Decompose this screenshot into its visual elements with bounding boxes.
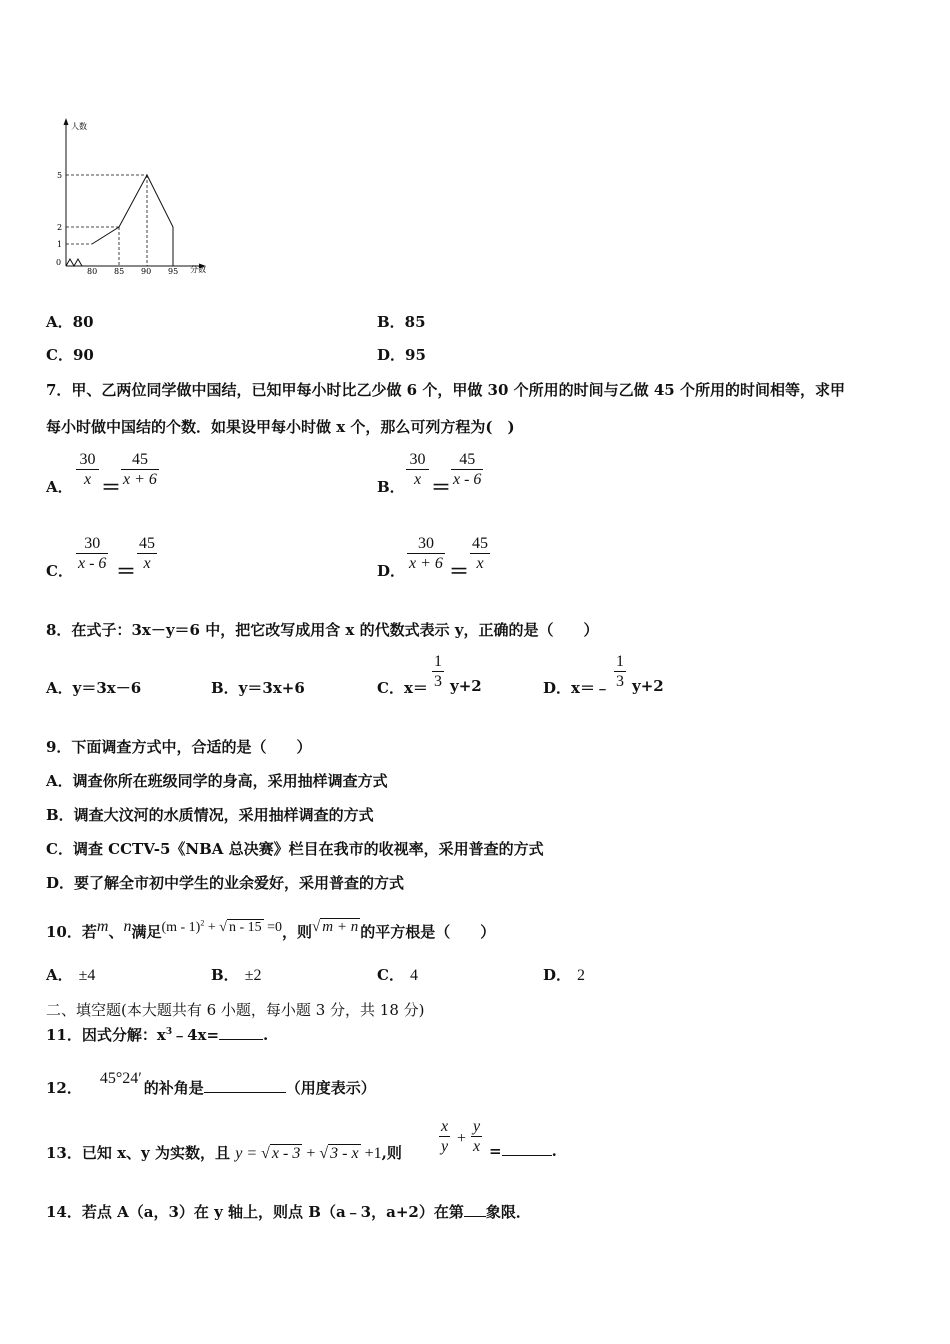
q8-option-c-suffix: y+2 bbox=[450, 677, 482, 695]
data-line bbox=[92, 175, 173, 266]
q10-option-a: A． ±4 bbox=[46, 966, 96, 984]
y-tick-5: 5 bbox=[57, 171, 63, 180]
y-tick-2: 2 bbox=[57, 223, 63, 232]
q13-plus: + bbox=[457, 1130, 467, 1147]
q13-frac-x-over-y: $\frac{x}{y}$ bbox=[441, 1118, 449, 1155]
x-tick-95: 95 bbox=[168, 267, 179, 276]
guide-lines bbox=[66, 175, 173, 266]
x-tick-80: 80 bbox=[87, 267, 98, 276]
q7-option-c-label: C． bbox=[46, 562, 73, 580]
y-axis-arrow bbox=[64, 118, 69, 125]
q10-option-b: B． ±2 bbox=[211, 966, 262, 984]
q6-option-a: A．80 bbox=[46, 313, 94, 331]
q8-option-c-prefix: C．x＝ bbox=[377, 679, 428, 697]
q7-c-equals: ＝ bbox=[116, 561, 136, 583]
q8-option-d-prefix: D．x＝﹣ bbox=[543, 679, 610, 697]
q8-d-fraction: $\frac{1}{3}$ bbox=[616, 653, 624, 690]
q7-stem-line1: 7．甲、乙两位同学做中国结，已知甲每小时比乙少做 6 个，甲做 30 个所用的时间与乙做 45 个所用的时间相等，求甲 bbox=[46, 381, 845, 399]
q8-c-fraction: $\frac{1}{3}$ bbox=[434, 653, 442, 690]
q9-option-d: D．要了解全市初中学生的业余爱好，采用普查的方式 bbox=[46, 874, 405, 892]
x-tick-85: 85 bbox=[114, 267, 125, 276]
x-tick-90: 90 bbox=[141, 267, 152, 276]
q12-stem: 12．45°24′的补角是 （用度表示） bbox=[46, 1070, 376, 1097]
q7-a-frac1: $\frac{30}{x}$ bbox=[76, 451, 99, 489]
q9-stem: 9．下面调查方式中，合适的是（ ） bbox=[46, 738, 312, 756]
q7-b-equals: ＝ bbox=[431, 477, 451, 499]
frequency-line-chart bbox=[50, 116, 220, 278]
q7-c-frac1: $\frac{30}{x - 6}$ bbox=[78, 535, 107, 572]
q10-option-d: D． 2 bbox=[543, 966, 586, 984]
y-tick-1: 1 bbox=[57, 240, 63, 249]
q7-a-equals: ＝ bbox=[101, 477, 121, 499]
q7-c-frac2: $\frac{45}{x}$ bbox=[139, 535, 155, 572]
q8-option-a: A．y＝3x－6 bbox=[46, 679, 142, 697]
y-axis-label: 人数 bbox=[71, 122, 87, 131]
q6-option-c: C．90 bbox=[46, 346, 94, 364]
q9-option-a: A．调查你所在班级同学的身高，采用抽样调查方式 bbox=[46, 772, 388, 790]
axis-break-mark bbox=[66, 259, 82, 266]
q11-stem: 11．因式分解：$x^3﹣4x=$ . bbox=[46, 1026, 269, 1044]
q7-d-frac1: $\frac{30}{x + 6}$ bbox=[409, 535, 443, 572]
q7-a-frac2: $\frac{45}{x + 6}$ bbox=[123, 451, 157, 488]
q10-option-c: C． 4 bbox=[377, 966, 418, 984]
y-tick-0: 0 bbox=[56, 258, 62, 267]
q7-d-frac2: $\frac{45}{x}$ bbox=[472, 535, 488, 572]
q13-answer: = . bbox=[489, 1142, 557, 1160]
section-2-title: 二、填空题(本大题共有 6 小题，每小题 3 分，共 18 分) bbox=[46, 1001, 425, 1019]
q10-stem: 10．若m、n满足(m - 1)$^2$ + √ n - 15 =0，则√ m + n 的平方根是（ ） bbox=[46, 918, 496, 941]
q13-stem: 13．已知 x、y 为实数，且 y = √ x - 3 + √ 3 - x +1,则 bbox=[46, 1144, 402, 1162]
q9-option-b: B．调查大汶河的水质情况，采用抽样调查的方式 bbox=[46, 806, 374, 824]
q14-stem: 14．若点 A（a，3）在 y 轴上，则点 B（a﹣3，a+2）在第 象限． bbox=[46, 1203, 531, 1221]
q13-frac-y-over-x: $\frac{y}{x}$ bbox=[473, 1118, 481, 1155]
q8-option-d-suffix: y+2 bbox=[632, 677, 664, 695]
q9-option-c: C．调查 CCTV-5《NBA 总决赛》栏目在我市的收视率，采用普查的方式 bbox=[46, 840, 544, 858]
q7-stem-line2: 每小时做中国结的个数．如果设甲每小时做 x 个，那么可列方程为( ) bbox=[46, 418, 515, 436]
q7-option-d-label: D． bbox=[377, 562, 406, 580]
q6-option-b: B．85 bbox=[377, 313, 426, 331]
q6-option-d: D．95 bbox=[377, 346, 426, 364]
q8-stem: 8．在式子：3x－y＝6 中，把它改写成用含 x 的代数式表示 y，正确的是（ ） bbox=[46, 621, 599, 639]
q7-d-equals: ＝ bbox=[449, 561, 469, 583]
q7-option-b-label: B． bbox=[377, 478, 405, 496]
q7-option-a-label: A． bbox=[46, 478, 73, 496]
x-axis-label: 分数 bbox=[190, 265, 206, 274]
q7-b-frac1: $\frac{30}{x}$ bbox=[406, 451, 429, 489]
q8-option-b: B．y＝3x+6 bbox=[211, 679, 305, 697]
q7-b-frac2: $\frac{45}{x - 6}$ bbox=[453, 451, 482, 488]
